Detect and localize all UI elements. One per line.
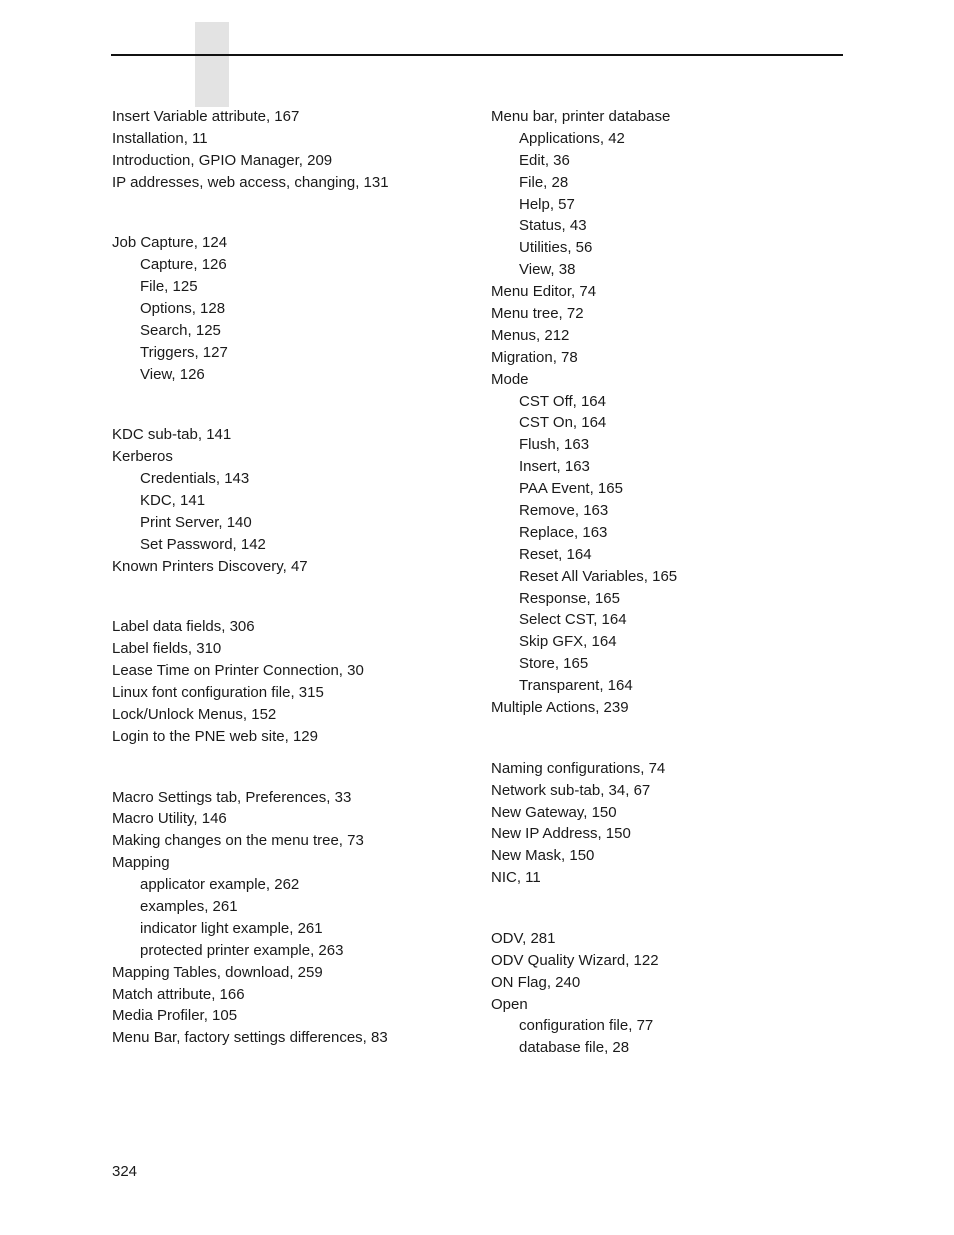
index-entry: Migration, 78 xyxy=(491,348,578,366)
index-subentry: Search, 125 xyxy=(140,321,221,339)
index-subentry: View, 38 xyxy=(519,261,576,279)
index-entry: Introduction, GPIO Manager, 209 xyxy=(112,151,333,169)
index-entry: Menu bar, printer database xyxy=(491,108,671,125)
index-entry: Mapping xyxy=(112,854,170,872)
index-entry: Multiple Actions, 239 xyxy=(491,699,629,717)
index-subentry: Flush, 163 xyxy=(519,436,590,454)
index-entry: Menu Editor, 74 xyxy=(491,283,597,301)
index-subentry: CST On, 164 xyxy=(519,414,607,432)
header-rule xyxy=(111,54,843,56)
index-entry: Job Capture, 124 xyxy=(112,234,228,252)
letter-group-gap xyxy=(491,719,851,758)
index-subentry: applicator example, 262 xyxy=(140,876,300,894)
letter-group-gap xyxy=(112,578,482,617)
index-subentry: configuration file, 77 xyxy=(519,1017,654,1035)
index-subentry: File, 28 xyxy=(519,173,569,191)
letter-group-gap xyxy=(491,889,851,928)
index-subentry: CST Off, 164 xyxy=(519,392,606,410)
index-subentry: View, 126 xyxy=(140,365,205,383)
index-entry: IP addresses, web access, changing, 131 xyxy=(112,173,389,191)
index-entry: Media Profiler, 105 xyxy=(112,1007,238,1025)
index-subentry: protected printer example, 263 xyxy=(140,941,344,959)
index-entry: Installation, 11 xyxy=(112,129,208,147)
index-entry: New Gateway, 150 xyxy=(491,803,617,821)
index-entry: Label fields, 310 xyxy=(112,640,222,658)
index-entry: Menus, 212 xyxy=(491,326,570,344)
index-entry: Network sub-tab, 34, 67 xyxy=(491,781,651,799)
index-entry: New Mask, 150 xyxy=(491,847,595,865)
index-subentry: Reset All Variables, 165 xyxy=(519,567,678,585)
letter-group-gap xyxy=(112,194,482,233)
index-subentry: examples, 261 xyxy=(140,898,238,916)
index-entry: Macro Utility, 146 xyxy=(112,810,227,828)
index-column-left xyxy=(112,106,482,1049)
index-subentry: Capture, 126 xyxy=(140,256,227,274)
index-subentry: Remove, 163 xyxy=(519,502,609,520)
header-tab xyxy=(195,22,229,107)
index-subentry: Triggers, 127 xyxy=(140,343,228,361)
index-entry: Match attribute, 166 xyxy=(112,985,245,1003)
index-entry: Label data fields, 306 xyxy=(112,618,255,636)
index-entry: Open xyxy=(491,995,528,1013)
index-entry: Linux font configuration file, 315 xyxy=(112,684,324,702)
index-entry: Mapping Tables, download, 259 xyxy=(112,963,323,981)
index-subentry: Response, 165 xyxy=(519,589,620,607)
index-entry: Lease Time on Printer Connection, 30 xyxy=(112,662,364,680)
index-entry: Insert Variable attribute, 167 xyxy=(112,108,300,125)
index-entry: KDC sub-tab, 141 xyxy=(112,426,232,444)
index-subentry: database file, 28 xyxy=(519,1039,630,1057)
index-subentry: Transparent, 164 xyxy=(519,677,633,695)
index-entry: Lock/Unlock Menus, 152 xyxy=(112,705,277,723)
index-entry: ODV Quality Wizard, 122 xyxy=(491,951,659,969)
index-subentry: Help, 57 xyxy=(519,195,575,213)
letter-group-gap xyxy=(112,386,482,425)
index-subentry: Store, 165 xyxy=(519,655,589,673)
index-entry: Macro Settings tab, Preferences, 33 xyxy=(112,788,352,806)
letter-group-gap xyxy=(112,748,482,787)
index-subentry: Options, 128 xyxy=(140,300,226,318)
page-number: 324 xyxy=(112,1163,138,1180)
index-entry: ON Flag, 240 xyxy=(491,973,581,991)
index-entry: Naming configurations, 74 xyxy=(491,759,666,777)
index-subentry: PAA Event, 165 xyxy=(519,480,623,498)
index-subentry: Print Server, 140 xyxy=(140,513,252,531)
index-entry: Making changes on the menu tree, 73 xyxy=(112,832,364,850)
index-subentry: Skip GFX, 164 xyxy=(519,633,617,651)
index-subentry: Edit, 36 xyxy=(519,151,570,169)
index-subentry: Utilities, 56 xyxy=(519,239,593,257)
index-subentry: Replace, 163 xyxy=(519,523,608,541)
index-subentry: Applications, 42 xyxy=(519,129,625,147)
index-entry: Menu Bar, factory settings differences, 83 xyxy=(112,1029,388,1047)
index-entry: Menu tree, 72 xyxy=(491,305,584,323)
index-entry: NIC, 11 xyxy=(491,869,541,887)
index-column-right xyxy=(491,106,851,1059)
index-subentry: indicator light example, 261 xyxy=(140,919,323,937)
index-subentry: Reset, 164 xyxy=(519,545,592,563)
index-subentry: File, 125 xyxy=(140,278,198,296)
index-subentry: Set Password, 142 xyxy=(140,535,266,553)
index-entry: ODV, 281 xyxy=(491,929,556,947)
index-subentry: KDC, 141 xyxy=(140,492,206,510)
index-subentry: Select CST, 164 xyxy=(519,611,627,629)
index-entry: Login to the PNE web site, 129 xyxy=(112,727,318,745)
index-entry: Known Printers Discovery, 47 xyxy=(112,557,308,575)
index-entry: Kerberos xyxy=(112,448,173,466)
index-entry: Mode xyxy=(491,370,529,388)
index-subentry: Credentials, 143 xyxy=(140,470,250,488)
index-entry: New IP Address, 150 xyxy=(491,825,631,843)
index-subentry: Insert, 163 xyxy=(519,458,590,476)
index-subentry: Status, 43 xyxy=(519,217,587,235)
